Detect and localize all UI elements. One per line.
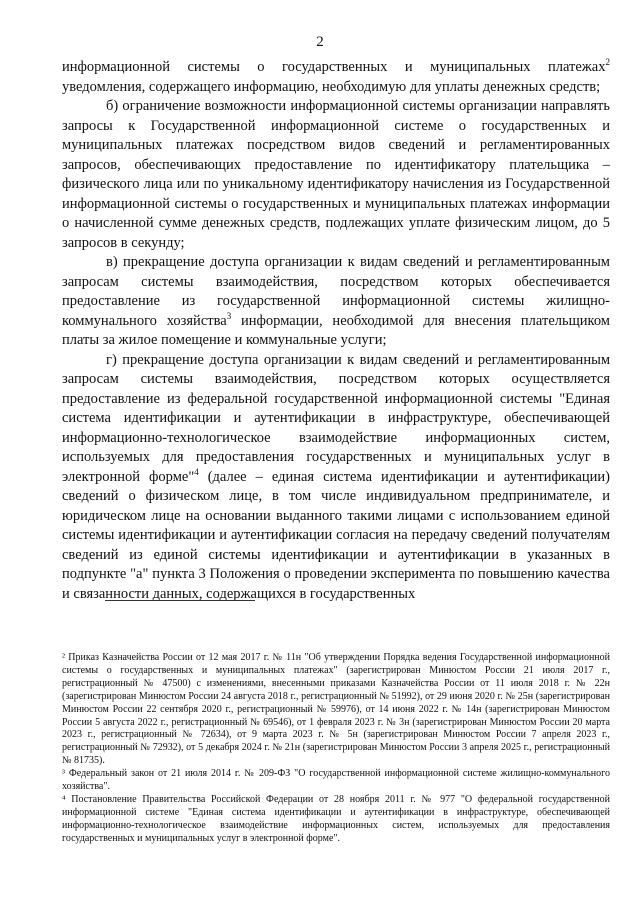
footnote-ref-3: 3 (226, 310, 232, 321)
page-number: 2 (316, 34, 324, 50)
footnote-separator (105, 600, 255, 601)
main-text (62, 58, 610, 604)
footnote-ref-2: 2 (605, 57, 610, 68)
paragraph-v: в) прекращение доступа организации к видам сведений и регламентированным запросам системы взаимодействия, посредством которых обеспечивается предоставление из государственной информационной системы жилищно-коммунального хозяйства$^3$ информации, необходимой для внесения плательщиком платы за жилое помещение и коммунальные услуги; (62, 254, 610, 348)
paragraph-g: г) прекращение доступа организации к видам сведений и регламентированным запросам системы взаимодействия, посредством которых осуществляется предоставление из федеральной государственной информационной системы "Единая система идентификации и аутентификации в инфраструктуре, обеспечивающей информационно-технологическое взаимодействие информационных систем, используемых для предоставления государственных и муниципальных услуг в электронной форме"$^4$ (далее – единая система идентификации и аутентификации) сведений о физическом лице, в том числе индивидуальном предпринимателе, и юридическом лице на основании выданного такими лицами с использованием единой системы идентификации и аутентификации согласия на передачу сведений получателям сведений из единой системы идентификации и аутентификации в указанных в подпункте "а" пункта 3 Положения о проведении эксперимента по повышению качества и связанности данных, содержащихся в государственных (62, 351, 610, 602)
footnote-3: ³ Федеральный закон от 21 июля 2014 г. № 209-ФЗ "О государственной информационной системе жилищно-коммунального хозяйства". (62, 768, 610, 793)
footnote-4: ⁴ Постановление Правительства Российской Федерации от 28 ноября 2011 г. № 977 "О федеральной государственной информационной системе "Единая система идентификации и аутентификации в инфраструктуре, обеспечивающей информационно-технологическое взаимодействие информационных систем, используемых для предоставления государственных и муниципальных услуг в электронной форме". (62, 793, 610, 844)
footnote-ref-4: 4 (194, 466, 199, 477)
footnote-2: ² Приказ Казначейства России от 12 мая 2017 г. № 11н "Об утверждении Порядка ведения Государственной информационной системы о государственных и муниципальных платежах" (зарегистрирован Минюстом России 21 июля 2017 г., регистрационный № 47500) с изменениями, внесенными приказами Казначейства России от 11 июля 2018 г. № 22н (зарегистрирован Минюстом России 24 августа 2018 г., регистрационный № 51992), от 29 июня 2020 г. № 25н (зарегистрирован Минюстом России 22 сентября 2020 г., регистрационный № 59976), от 14 июня 2022 г. № 14н (зарегистрирован Минюстом России 5 августа 2022 г., регистрационный № 69546), от 1 февраля 2023 г. № 3н (зарегистрирован Минюстом России 20 марта 2023 г., регистрационный № 72634), от 9 марта 2023 г. № 5н (зарегистрирован Минюстом России 7 апреля 2023 г., регистрационный № 72932), от 5 декабря 2024 г. № 21н (зарегистрирован Минюстом России 3 апреля 2025 г., регистрационный № 81735). (62, 652, 610, 767)
paragraph-b: б) ограничение возможности информационной системы организации направлять запросы к Государственной информационной системе о государственных и муниципальных платежах посредством видов сведений и регламентированных запросов, обеспечивающих предоставление по идентификатору плательщика – физического лица или по уникальному идентификатору начисления из Государственной информационной системы о государственных и муниципальных платежах информации о начисленной сумме денежных средств, подлежащих уплате физическим лицом, до 5 запросов в секунду; (62, 98, 610, 251)
footnotes (62, 652, 610, 846)
paragraph-continuation: информационной системы о государственных и муниципальных платежах$^2$ уведомления, содержащего информацию, необходимую для уплаты денежных средств; (62, 57, 610, 95)
